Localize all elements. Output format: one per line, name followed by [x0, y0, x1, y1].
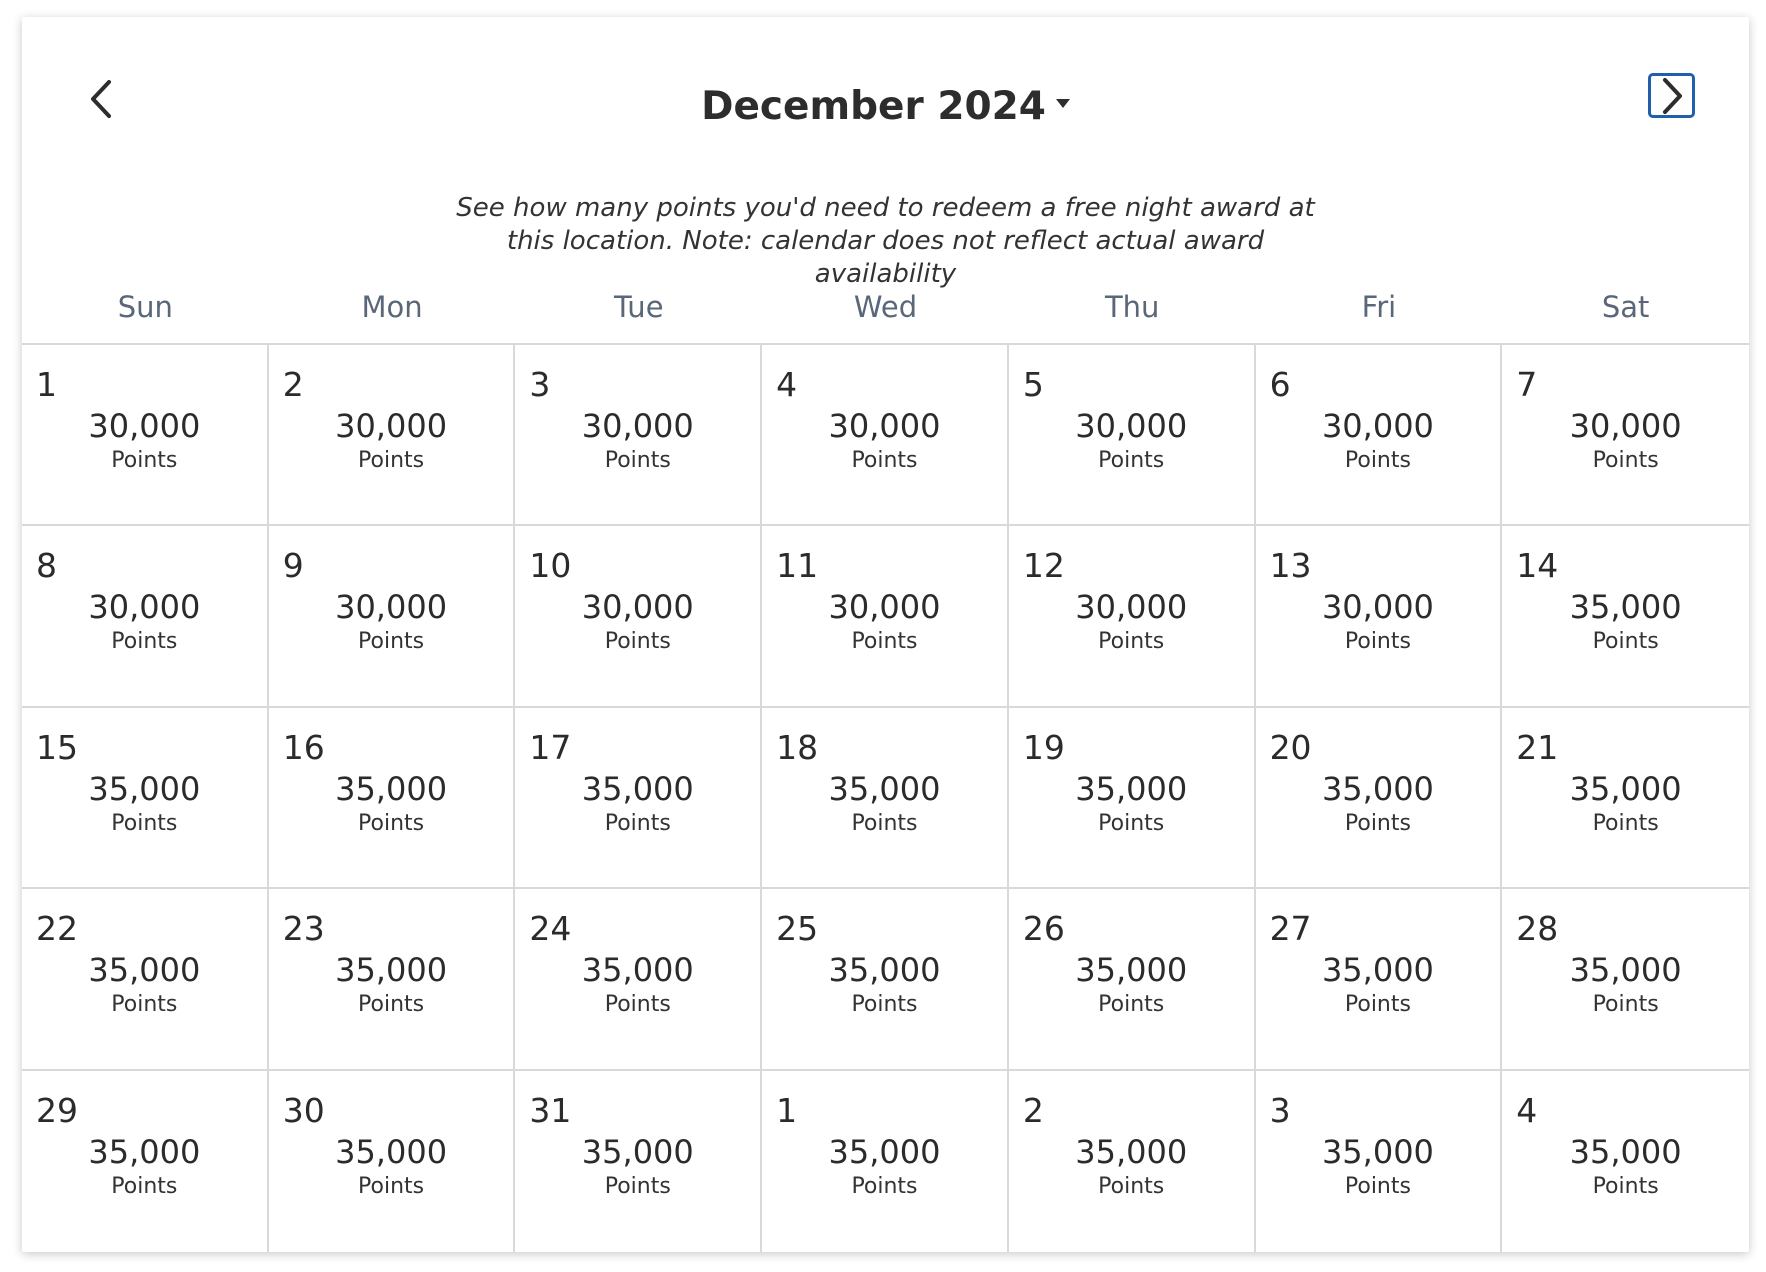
points-label: Points [1344, 992, 1411, 1018]
points-label: Points [358, 448, 425, 473]
day-cell[interactable] [515, 889, 762, 1070]
weekday-label: Mon [361, 290, 423, 324]
points-label: Points [604, 448, 671, 473]
points-value: 35,000 [1569, 951, 1682, 990]
day-number: 17 [529, 727, 572, 767]
points-label: Points [358, 1173, 425, 1199]
day-cell[interactable] [1256, 1071, 1503, 1252]
points-value: 35,000 [1075, 769, 1188, 808]
day-number: 16 [282, 727, 325, 767]
month-year-dropdown[interactable] [22, 84, 1749, 129]
day-number: 1 [36, 365, 57, 404]
points-value: 30,000 [335, 588, 448, 627]
day-number: 19 [1022, 727, 1065, 767]
points-value: 30,000 [581, 588, 694, 627]
points-value: 35,000 [1569, 769, 1682, 808]
points-label: Points [111, 448, 178, 473]
points-value: 30,000 [828, 407, 941, 445]
day-cell[interactable] [762, 1071, 1009, 1252]
points-label: Points [851, 629, 918, 655]
points-label: Points [1592, 992, 1659, 1018]
points-label: Points [1098, 1173, 1165, 1199]
weekday-label: Sun [117, 290, 173, 324]
points-value: 30,000 [1321, 407, 1434, 445]
day-number: 7 [1516, 365, 1538, 404]
points-value: 30,000 [1075, 407, 1188, 445]
points-label: Points [111, 1173, 178, 1199]
day-cell[interactable] [515, 526, 762, 707]
day-number: 13 [1269, 546, 1312, 586]
weekday-label: Wed [853, 290, 918, 324]
points-value: 35,000 [1321, 1132, 1434, 1171]
day-number: 18 [776, 727, 819, 767]
points-label: Points [604, 629, 671, 655]
points-value: 30,000 [1075, 588, 1188, 627]
points-label: Points [111, 810, 178, 836]
day-number: 4 [776, 365, 798, 404]
points-label: Points [1592, 1173, 1659, 1199]
day-number: 1 [776, 1090, 798, 1130]
day-cell[interactable] [1502, 708, 1749, 889]
day-cell[interactable] [1502, 526, 1749, 707]
points-label: Points [111, 992, 178, 1018]
points-label: Points [1592, 629, 1659, 655]
day-cell[interactable] [269, 1071, 516, 1252]
points-value: 35,000 [581, 1132, 694, 1171]
day-cell[interactable] [762, 889, 1009, 1070]
points-label: Points [1098, 992, 1165, 1018]
points-value: 30,000 [828, 588, 941, 627]
day-cell[interactable] [22, 345, 269, 526]
points-value: 35,000 [1321, 769, 1434, 808]
points-value: 30,000 [581, 407, 694, 445]
points-label: Points [111, 629, 178, 655]
day-number: 29 [36, 1090, 78, 1130]
calendar-header [22, 17, 1749, 167]
points-label: Points [1344, 448, 1411, 473]
day-cell[interactable] [762, 526, 1009, 707]
month-label: December 2024 [701, 84, 1046, 129]
day-cell[interactable] [762, 345, 1009, 526]
chevron-right-icon [1659, 77, 1685, 115]
points-label: Points [604, 1173, 671, 1199]
award-calendar [22, 17, 1749, 1252]
day-number: 25 [776, 909, 819, 949]
caret-down-icon [1056, 99, 1070, 108]
day-number: 31 [529, 1090, 572, 1130]
next-month-button[interactable] [1648, 73, 1695, 118]
points-label: Points [604, 992, 671, 1018]
day-cell[interactable] [762, 708, 1009, 889]
weekday-label: Tue [614, 290, 664, 324]
points-value: 30,000 [88, 588, 201, 627]
points-label: Points [1098, 810, 1165, 836]
day-number: 22 [36, 909, 78, 949]
day-cell[interactable] [515, 345, 762, 526]
day-number: 8 [36, 546, 57, 586]
day-number: 2 [282, 365, 304, 404]
day-number: 26 [1022, 909, 1065, 949]
day-cell[interactable] [1502, 1071, 1749, 1252]
day-cell[interactable] [1009, 1071, 1256, 1252]
day-number: 15 [36, 727, 78, 767]
points-value: 35,000 [335, 769, 448, 808]
day-number: 28 [1516, 909, 1559, 949]
points-label: Points [851, 810, 918, 836]
day-cell[interactable] [515, 708, 762, 889]
points-value: 35,000 [581, 769, 694, 808]
day-number: 3 [529, 365, 551, 404]
day-cell[interactable] [269, 708, 516, 889]
day-cell[interactable] [1256, 889, 1503, 1070]
points-value: 35,000 [88, 951, 201, 990]
day-cell[interactable] [269, 345, 516, 526]
day-cell[interactable] [1256, 526, 1503, 707]
points-value: 35,000 [1321, 951, 1434, 990]
points-label: Points [1098, 629, 1165, 655]
points-value: 30,000 [88, 407, 201, 445]
day-number: 6 [1269, 365, 1291, 404]
day-cell[interactable] [515, 1071, 762, 1252]
day-number: 23 [282, 909, 325, 949]
points-label: Points [1592, 448, 1659, 473]
day-cell[interactable] [1502, 889, 1749, 1070]
day-cell[interactable] [269, 889, 516, 1070]
points-value: 35,000 [828, 951, 941, 990]
points-label: Points [1592, 810, 1659, 836]
points-label: Points [358, 629, 425, 655]
points-label: Points [1344, 629, 1411, 655]
day-number: 20 [1269, 727, 1312, 767]
day-cell[interactable] [1256, 345, 1503, 526]
day-cell[interactable] [1009, 889, 1256, 1070]
points-value: 30,000 [1321, 588, 1434, 627]
day-cell[interactable] [269, 526, 516, 707]
points-value: 35,000 [1075, 1132, 1188, 1171]
points-value: 35,000 [1075, 951, 1188, 990]
day-number: 9 [282, 546, 304, 586]
points-label: Points [1344, 1173, 1411, 1199]
points-value: 35,000 [335, 951, 448, 990]
day-number: 4 [1516, 1090, 1538, 1130]
day-number: 11 [776, 546, 819, 586]
day-cell[interactable] [1009, 708, 1256, 889]
points-note: See how many points you'd need to redeem a free night award at this location. Note: calendar does not reflect actual award availability [456, 193, 1315, 289]
day-number: 10 [529, 546, 572, 586]
weekday-label: Fri [1361, 290, 1397, 324]
points-label: Points [358, 810, 425, 836]
points-value: 35,000 [335, 1132, 448, 1171]
points-value: 35,000 [581, 951, 694, 990]
day-cell[interactable] [22, 889, 269, 1070]
points-label: Points [851, 448, 918, 473]
points-label: Points [851, 992, 918, 1018]
day-number: 24 [529, 909, 572, 949]
day-number: 30 [282, 1090, 325, 1130]
day-cell[interactable] [22, 1071, 269, 1252]
day-cell[interactable] [1009, 526, 1256, 707]
weekday-label: Sat [1601, 290, 1650, 324]
day-number: 14 [1516, 546, 1559, 586]
day-number: 3 [1269, 1090, 1291, 1130]
day-number: 12 [1022, 546, 1065, 586]
day-cell[interactable] [1256, 708, 1503, 889]
points-value: 35,000 [1569, 1132, 1682, 1171]
points-label: Points [604, 810, 671, 836]
day-cell[interactable] [1502, 345, 1749, 526]
day-cell[interactable] [1009, 345, 1256, 526]
points-value: 30,000 [1569, 407, 1682, 445]
day-number: 27 [1269, 909, 1312, 949]
points-value: 35,000 [88, 769, 201, 808]
points-value: 35,000 [828, 769, 941, 808]
day-cell[interactable] [22, 708, 269, 889]
day-number: 5 [1022, 365, 1044, 404]
points-label: Points [358, 992, 425, 1018]
day-number: 21 [1516, 727, 1559, 767]
points-label: Points [1344, 810, 1411, 836]
calendar-grid [22, 343, 1749, 1252]
points-label: Points [851, 1173, 918, 1199]
points-value: 35,000 [828, 1132, 941, 1171]
weekday-label: Thu [1104, 290, 1160, 324]
day-number: 2 [1022, 1090, 1044, 1130]
points-value: 35,000 [1569, 588, 1682, 627]
points-label: Points [1098, 448, 1165, 473]
points-value: 35,000 [88, 1132, 201, 1171]
weekday-header [22, 290, 1749, 324]
day-cell[interactable] [22, 526, 269, 707]
points-value: 30,000 [335, 407, 448, 445]
